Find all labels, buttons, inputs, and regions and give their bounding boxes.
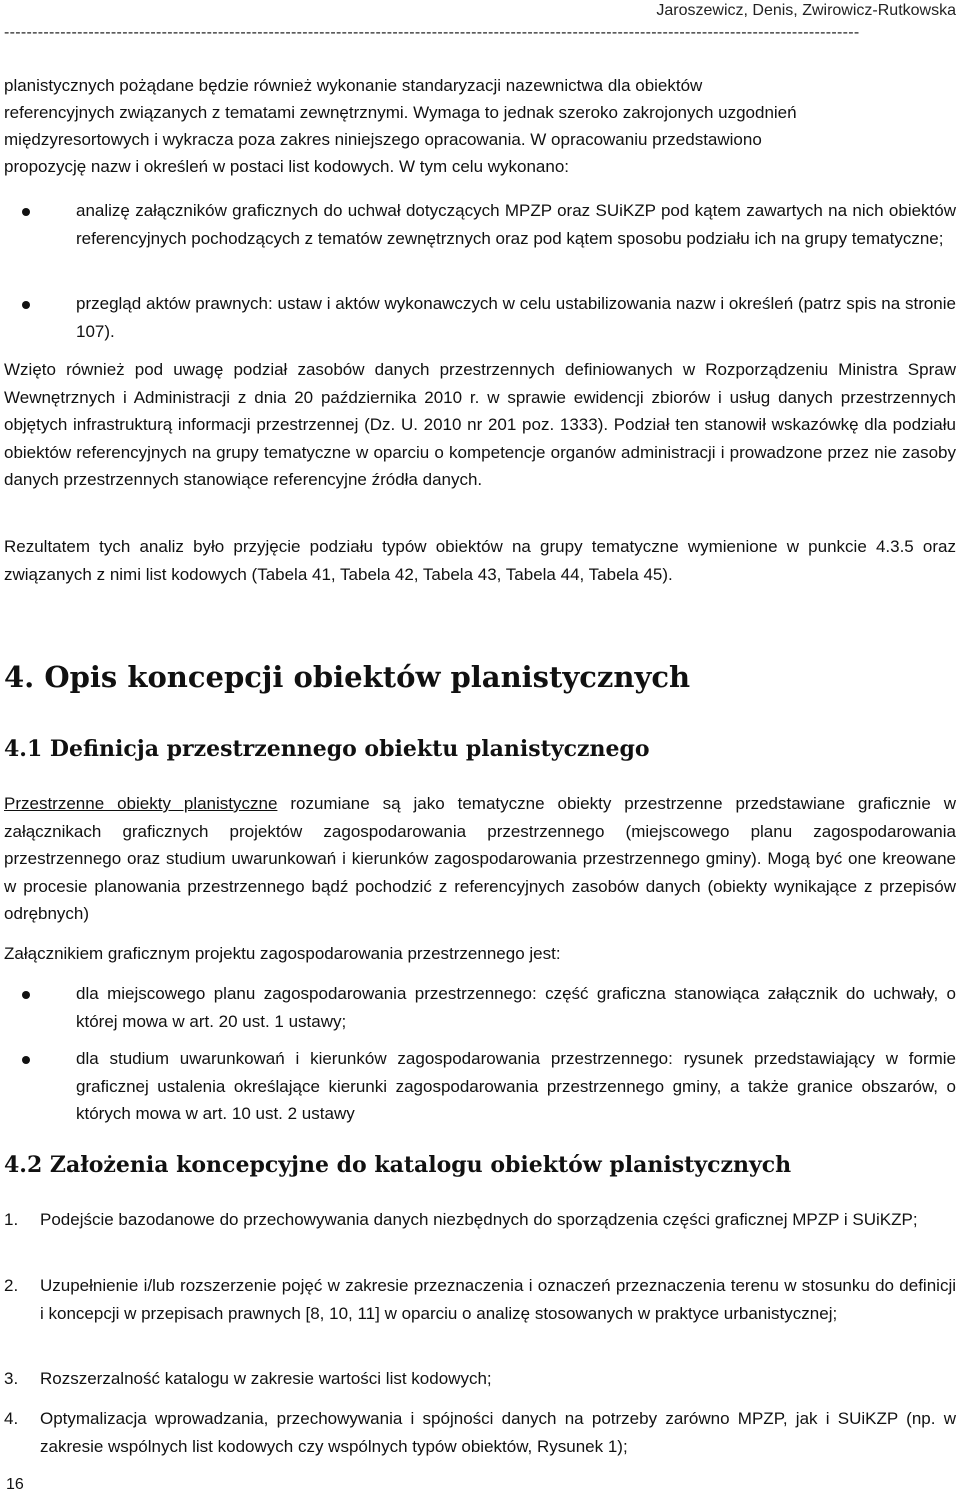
section-heading-4-2: 4.2 Założenia koncepcyjne do katalogu obiektów planistycznych	[4, 1152, 792, 1178]
numbered-item: Podejście bazodanowe do przechowywania danych niezbędnych do sporządzenia części graficznej MPZP i SUiKZP;	[40, 1210, 918, 1229]
list-item: dla studium uwarunkowań i kierunków zagospodarowania przestrzennego: rysunek przedstawiający w formie graficznej ustalenia określające kierunki zagospodarowania przestrzennego gminy, a także granice obszarów, o których mowa w art. 10 ust. 2 ustawy	[76, 1049, 956, 1123]
section-heading-4: 4. Opis koncepcji obiektów planistycznych	[4, 660, 691, 694]
intro-line-1: planistycznych pożądane będzie również wykonanie standaryzacji nazewnictwa dla obiektów	[4, 76, 703, 95]
header-dashed-rule: --------------------------------------------------------------------------------------------------------------------------------------------------------	[4, 24, 860, 41]
list-number: 4.	[4, 1409, 19, 1428]
bullet-dot-icon	[22, 208, 30, 216]
list-item: dla miejscowego planu zagospodarowania przestrzennego: część graficzna stanowiąca załącznik do uchwały, o której mowa w art. 20 ust. 1 ustawy;	[76, 984, 956, 1031]
list-number: 2.	[4, 1276, 19, 1295]
intro-line-2: referencyjnych związanych z tematami zewnętrznymi. Wymaga to jednak szeroko zakrojonych uzgodnień	[4, 103, 797, 122]
list-number: 1.	[4, 1210, 19, 1229]
running-header-authors: Jaroszewicz, Denis, Zwirowicz-Rutkowska	[656, 2, 956, 19]
paragraph-definicja-text: rozumiane są jako tematyczne obiekty przestrzenne przedstawiane graficznie w załącznikach graficznych projektów zagospodarowania przestrzennego (miejscowego planu zagospodarowania przestrzennego oraz studium uwarunkowań i kierunków zagospodarowania przestrzennego gminy). Mogą być one kreowane w procesie planowania przestrzennego bądź pochodzić z referencyjnych zasobów danych (obiekty wynikające z przepisów odrębnych)	[4, 794, 956, 923]
page-number: 16	[6, 1476, 24, 1493]
paragraph-definicja	[4, 790, 956, 928]
intro-line-4a: propozycję nazw i określeń w postaci list kodowych.	[4, 157, 395, 176]
paragraph-rezultatem: Rezultatem tych analiz było przyjęcie podziału typów obiektów na grupy tematyczne wymienione w punkcie 4.3.5 oraz związanych z nimi list kodowych (Tabela 41, Tabela 42, Tabela 43, Tabela 44, Tabela 45).	[4, 537, 956, 584]
intro-line-3: międzyresortowych i wykracza poza zakres niniejszego opracowania. W opracowaniu przedstawiono	[4, 130, 762, 149]
list-number: 3.	[4, 1369, 19, 1388]
bullet-dot-icon	[22, 301, 30, 309]
list-item: przegląd aktów prawnych: ustaw i aktów wykonawczych w celu ustabilizowania nazw i określeń (patrz spis na stronie 107).	[76, 294, 956, 341]
list-item: analizę załączników graficznych do uchwał dotyczących MPZP oraz SUiKZP pod kątem zawartych na nich obiektów referencyjnych pochodzących z tematów zewnętrznych oraz pod kątem sposobu podziału ich na grupy tematyczne;	[76, 201, 956, 248]
numbered-item: Rozszerzalność katalogu w zakresie wartości list kodowych;	[40, 1369, 492, 1388]
term-przestrzenne-obiekty: Przestrzenne obiekty planistyczne	[4, 794, 278, 813]
intro-line-4b: W tym celu wykonano:	[394, 157, 570, 176]
section-heading-4-1: 4.1 Definicja przestrzennego obiektu planistycznego	[4, 736, 650, 762]
paragraph-zasoby: Wzięto również pod uwagę podział zasobów danych przestrzennych definiowanych w Rozporządzeniu Ministra Spraw Wewnętrznych i Administracji z dnia 20 października 2010 r. w sprawie ewidencji zbiorów i usług danych przestrzennych objętych infrastrukturą informacji przestrzennej (Dz. U. 2010 nr 201 poz. 1333). Podział ten stanowił wskazówkę dla podziału obiektów referencyjnych na grupy tematyczne w oparciu o kompetencje organów administracji i prowadzone przez nie zasoby danych przestrzennych stanowiące referencyjne źródła danych.	[4, 360, 956, 489]
intro-line-4	[4, 153, 956, 181]
numbered-item: Optymalizacja wprowadzania, przechowywania i spójności danych na potrzeby zarówno MPZP, jak i SUiKZP (np. w zakresie wspólnych list kodowych czy wspólnych typów obiektów, Rysunek 1);	[40, 1409, 956, 1456]
numbered-item: Uzupełnienie i/lub rozszerzenie pojęć w zakresie przeznaczenia i oznaczeń przeznaczenia terenu w stosunku do definicji i koncepcji w przepisach prawnych [8, 10, 11] w oparciu o analizę stosowanych w praktyce urbanistycznej;	[40, 1276, 956, 1323]
bullet-dot-icon	[22, 1056, 30, 1064]
bullet-dot-icon	[22, 991, 30, 999]
paragraph-zalacznikiem: Załącznikiem graficznym projektu zagospodarowania przestrzennego jest:	[4, 944, 561, 963]
